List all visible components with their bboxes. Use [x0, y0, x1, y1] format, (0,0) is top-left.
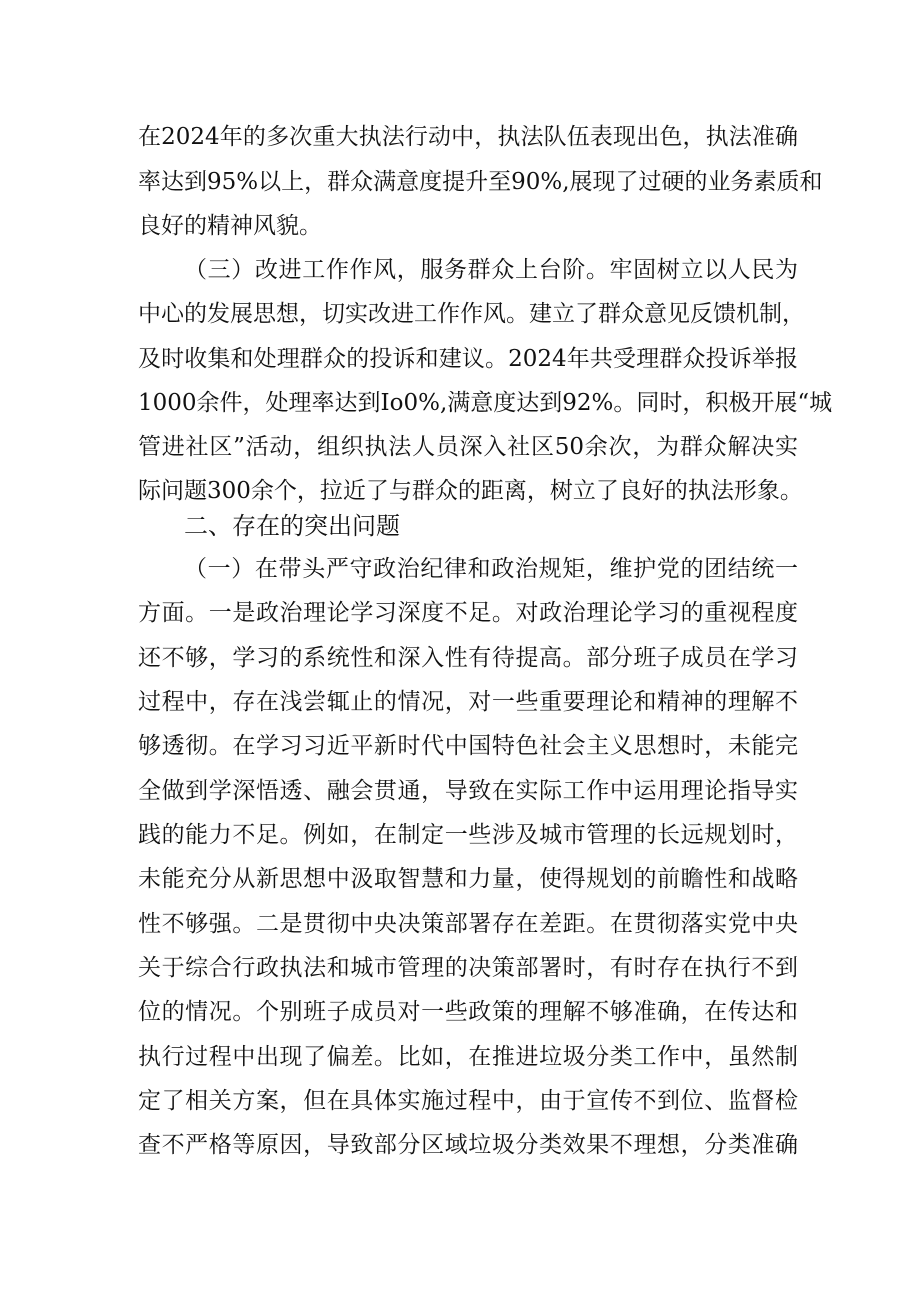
text-line: 够透彻。在学习习近平新时代中国特色社会主义思想时，未能完 [138, 733, 798, 759]
text-line: 方面。一是政治理论学习深度不足。对政治理论学习的重视程度 [138, 600, 798, 626]
text-line: 定了相关方案，但在具体实施过程中，由于宣传不到位、监督检 [138, 1088, 798, 1114]
text-line: （一）在带头严守政治纪律和政治规矩，维护党的团结统一 [184, 556, 798, 582]
text-line: 位的情况。个别班子成员对一些政策的理解不够准确，在传达和 [138, 999, 798, 1025]
text-line: 执行过程中出现了偏差。比如，在推进垃圾分类工作中，虽然制 [138, 1044, 798, 1070]
text-line: 还不够，学习的系统性和深入性有待提高。部分班子成员在学习 [138, 645, 798, 671]
text-line: 关于综合行政执法和城市管理的决策部署时，有时存在执行不到 [138, 955, 798, 981]
text-line: 性不够强。二是贯彻中央决策部署存在差距。在贯彻落实党中央 [138, 911, 798, 937]
text-line: 过程中，存在浅尝辄止的情况，对一些重要理论和精神的理解不 [138, 689, 798, 715]
text-line: 率达到95%以上，群众满意度提升至90%,展现了过硬的业务素质和 [138, 169, 823, 195]
text-line: 1000余件，处理率达到Io0%,满意度达到92%。同时，积极开展“城 [138, 390, 833, 416]
text-line: 在2024年的多次重大执法行动中，执法队伍表现出色，执法准确 [138, 124, 798, 150]
section-heading: 二、存在的突出问题 [184, 512, 400, 540]
text-line: 践的能力不足。例如，在制定一些涉及城市管理的长远规划时， [138, 822, 798, 848]
text-line: 良好的精神风貌。 [138, 213, 322, 239]
text-line: 全做到学深悟透、融会贯通，导致在实际工作中运用理论指导实 [138, 778, 798, 804]
text-line: 管进社区”活动，组织执法人员深入社区50余次，为群众解决实 [138, 434, 798, 460]
text-line: （三）改进工作作风，服务群众上台阶。牢固树立以人民为 [184, 257, 798, 283]
text-line: 中心的发展思想，切实改进工作作风。建立了群众意见反馈机制， [138, 301, 805, 327]
text-line: 未能充分从新思想中汲取智慧和力量，使得规划的前瞻性和战略 [138, 866, 798, 892]
text-line: 查不严格等原因，导致部分区域垃圾分类效果不理想，分类准确 [138, 1132, 798, 1158]
text-line: 际问题300余个，拉近了与群众的距离，树立了良好的执法形象。 [138, 478, 803, 504]
text-line: 及时收集和处理群众的投诉和建议。2024年共受理群众投诉举报 [138, 346, 798, 372]
